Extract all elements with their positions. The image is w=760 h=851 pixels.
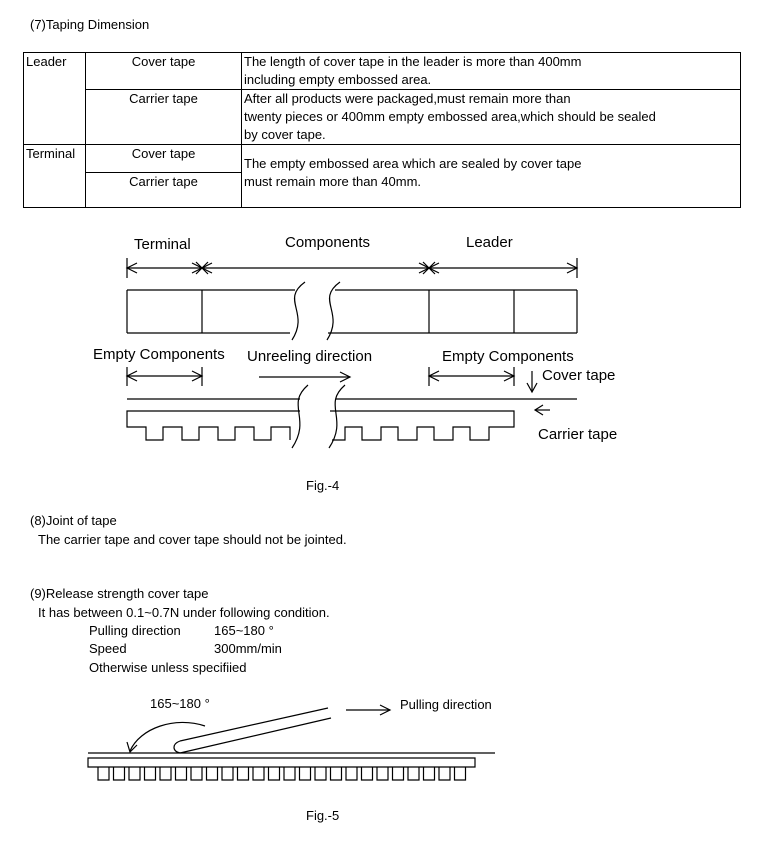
fig4-terminal-label: Terminal <box>134 236 191 253</box>
fig4-unreeling-direction: Unreeling direction <box>247 348 373 365</box>
fig4-leader-label: Leader <box>466 234 513 251</box>
section-8-title: (8)Joint of tape <box>30 513 117 528</box>
section-8-text: The carrier tape and cover tape should not be jointed. <box>38 532 347 547</box>
carrier-pocket <box>362 767 373 780</box>
leader-carrier-tape-label: Carrier tape <box>86 90 242 145</box>
carrier-pocket <box>114 767 125 780</box>
carrier-pocket <box>346 767 357 780</box>
fig4-empty-components-left: Empty Components <box>93 346 225 363</box>
condition-note: Otherwise unless specifiied <box>89 660 247 675</box>
terminal-cell: Terminal <box>24 145 86 208</box>
carrier-pocket <box>439 767 450 780</box>
carrier-pocket <box>393 767 404 780</box>
carrier-pocket <box>424 767 435 780</box>
carrier-pocket <box>98 767 109 780</box>
carrier-pocket <box>176 767 187 780</box>
carrier-pocket <box>253 767 264 780</box>
carrier-pocket <box>300 767 311 780</box>
carrier-pocket <box>284 767 295 780</box>
pulling-direction-value: 165~180 ° <box>214 623 274 638</box>
carrier-pocket <box>408 767 419 780</box>
carrier-pocket <box>207 767 218 780</box>
speed-value: 300mm/min <box>214 641 282 656</box>
carrier-pocket <box>145 767 156 780</box>
carrier-pocket <box>191 767 202 780</box>
carrier-pocket <box>160 767 171 780</box>
carrier-pocket <box>455 767 466 780</box>
leader-cover-tape-desc: The length of cover tape in the leader is more than 400mm including empty embossed area. <box>242 53 741 90</box>
leader-cell: Leader <box>24 53 86 145</box>
carrier-pocket <box>269 767 280 780</box>
section-9-intro: It has between 0.1~0.7N under following condition. <box>38 605 330 620</box>
fig4-cover-tape-label: Cover tape <box>542 367 616 384</box>
fig4-components-label: Components <box>285 234 371 251</box>
terminal-cover-tape-label: Cover tape <box>86 145 242 173</box>
carrier-pocket <box>377 767 388 780</box>
pulling-direction-label: Pulling direction <box>89 623 181 638</box>
section-9-title: (9)Release strength cover tape <box>30 586 209 601</box>
terminal-desc: The empty embossed area which are sealed by cover tape must remain more than 40mm. <box>242 145 741 208</box>
fig5-caption: Fig.-5 <box>306 808 340 823</box>
speed-label: Speed <box>89 641 127 656</box>
fig5-pulling-direction: Pulling direction <box>400 697 492 712</box>
carrier-pocket <box>331 767 342 780</box>
section-7-title: (7)Taping Dimension <box>30 17 150 32</box>
leader-cover-tape-label: Cover tape <box>86 53 242 90</box>
carrier-pocket <box>238 767 249 780</box>
terminal-carrier-tape-label: Carrier tape <box>86 173 242 208</box>
fig4-caption: Fig.-4 <box>306 478 340 493</box>
fig4-carrier-tape-label: Carrier tape <box>538 426 618 443</box>
carrier-pocket <box>315 767 326 780</box>
carrier-pocket <box>129 767 140 780</box>
fig4-empty-components-right: Empty Components <box>442 348 574 365</box>
leader-carrier-tape-desc: After all products were packaged,must remain more than twenty pieces or 400mm empty embossed area,which should be sealed by cover tape. <box>242 90 741 145</box>
carrier-pocket <box>222 767 233 780</box>
fig5-angle-label: 165~180 ° <box>150 696 210 711</box>
